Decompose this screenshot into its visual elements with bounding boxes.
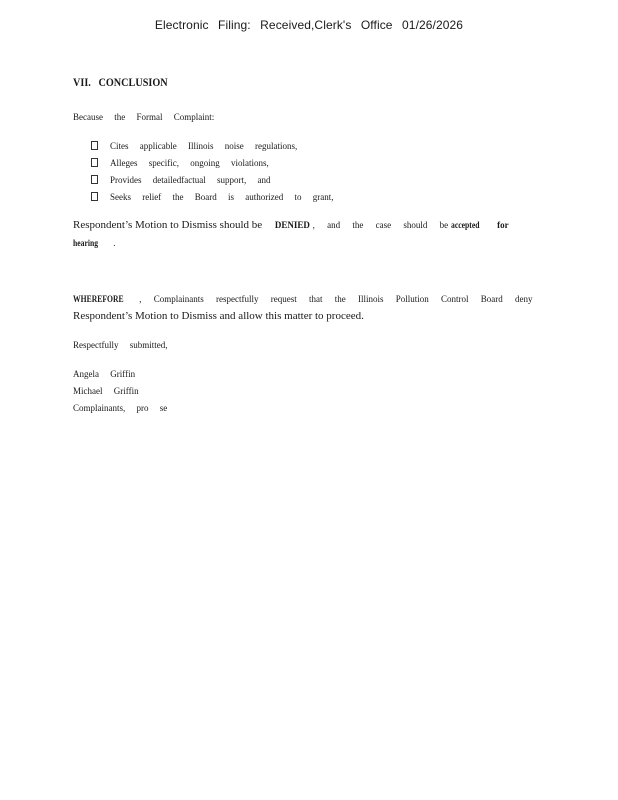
bullet-item bbox=[91, 141, 297, 151]
checkbox-bullet-icon bbox=[91, 175, 98, 184]
denied-text: DENIED bbox=[274, 220, 310, 230]
conclusion-text: Respondent’s Motion to Dismiss should be bbox=[73, 219, 263, 231]
period-text: . bbox=[113, 238, 116, 248]
intro-text: Because the Formal Complaint: bbox=[73, 112, 215, 122]
checkbox-bullet-icon bbox=[91, 192, 98, 201]
wherefore-line-2: Respondent’s Motion to Dismiss and allow this matter to proceed. bbox=[73, 310, 364, 322]
wherefore-label: WHEREFORE bbox=[73, 294, 124, 304]
for-text: for bbox=[497, 220, 509, 230]
conclusion-text-2: , and the case should be bbox=[312, 220, 449, 230]
conclusion-line-2 bbox=[73, 237, 116, 249]
hearing-text: hearing bbox=[73, 238, 99, 248]
checkbox-bullet-icon bbox=[91, 158, 98, 167]
bullet-item bbox=[91, 192, 333, 202]
conclusion-line-1 bbox=[73, 219, 509, 231]
bullet-item bbox=[91, 158, 269, 168]
bullet-text: Seeks relief the Board is authorized to grant, bbox=[110, 192, 334, 202]
signer-name-1: Angela Griffin bbox=[73, 369, 136, 379]
accepted-text: accepted bbox=[450, 220, 480, 230]
section-heading: VII. CONCLUSION bbox=[73, 75, 168, 89]
bullet-text: Alleges specific, ongoing violations, bbox=[110, 158, 269, 168]
wherefore-text: , Complainants respectfully request that the Illinois Pollution Control Board deny bbox=[139, 294, 533, 304]
bullet-text: Provides detailedfactual support, and bbox=[110, 175, 271, 185]
wherefore-line-1 bbox=[73, 293, 532, 305]
bullet-item bbox=[91, 175, 270, 185]
signer-name-2: Michael Griffin bbox=[73, 386, 139, 396]
signer-role: Complainants, pro se bbox=[73, 403, 168, 413]
closing-text: Respectfully submitted, bbox=[73, 340, 168, 350]
checkbox-bullet-icon bbox=[91, 141, 98, 150]
bullet-text: Cites applicable Illinois noise regulations, bbox=[110, 141, 298, 151]
filing-header: Electronic Filing: Received,Clerk's Office 01/26/2026 bbox=[154, 18, 464, 32]
